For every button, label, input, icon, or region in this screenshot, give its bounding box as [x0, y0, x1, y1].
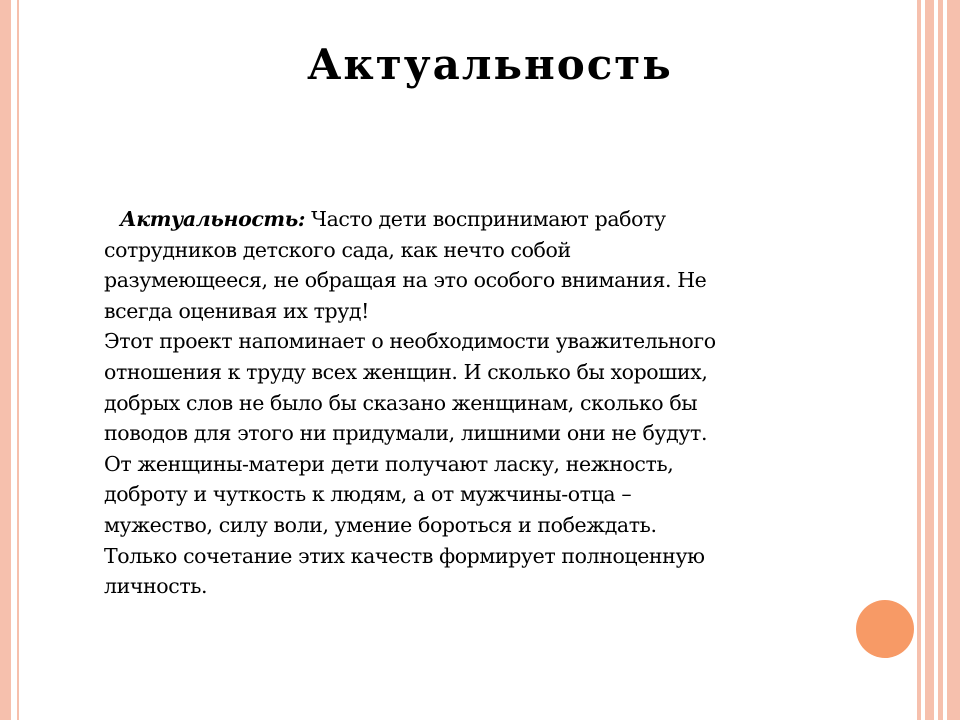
left-border-decoration	[0, 0, 11, 720]
slide-title: Актуальность	[307, 40, 673, 89]
body-line: всегда оценивая их труд!	[104, 298, 369, 323]
right-stripe-decoration	[925, 0, 934, 720]
orange-circle-decoration	[856, 600, 914, 658]
right-stripe-decoration	[947, 0, 960, 720]
body-line: мужество, силу воли, умение бороться и побеждать.	[104, 512, 657, 537]
left-border-line-decoration	[17, 0, 19, 720]
body-line	[104, 204, 864, 235]
body-line: Этот проект напоминает о необходимости уважительного	[104, 329, 716, 354]
body-line: сотрудников детского сада, как нечто собой	[104, 237, 571, 262]
body-line: отношения к труду всех женщин. И сколько бы хороших,	[104, 359, 708, 384]
lead-label: Актуальность:	[120, 207, 306, 231]
body-line: добрых слов не было бы сказано женщинам, сколько бы	[104, 390, 698, 415]
body-line: От женщины-матери дети получают ласку, нежность,	[104, 451, 674, 476]
right-stripe-decoration	[917, 0, 921, 720]
body-line: доброту и чуткость к людям, а от мужчины-отца –	[104, 482, 632, 507]
body-line: Только сочетание этих качеств формирует полноценную	[104, 543, 705, 568]
body-line: поводов для этого ни придумали, лишними они не будут.	[104, 421, 708, 446]
body-line: разумеющееся, не обращая на это особого внимания. Не	[104, 268, 707, 293]
body-line-text: Часто дети воспринимают работу	[311, 207, 666, 231]
body-line: личность.	[104, 574, 208, 599]
right-stripe-decoration	[938, 0, 943, 720]
body-text	[104, 204, 864, 602]
